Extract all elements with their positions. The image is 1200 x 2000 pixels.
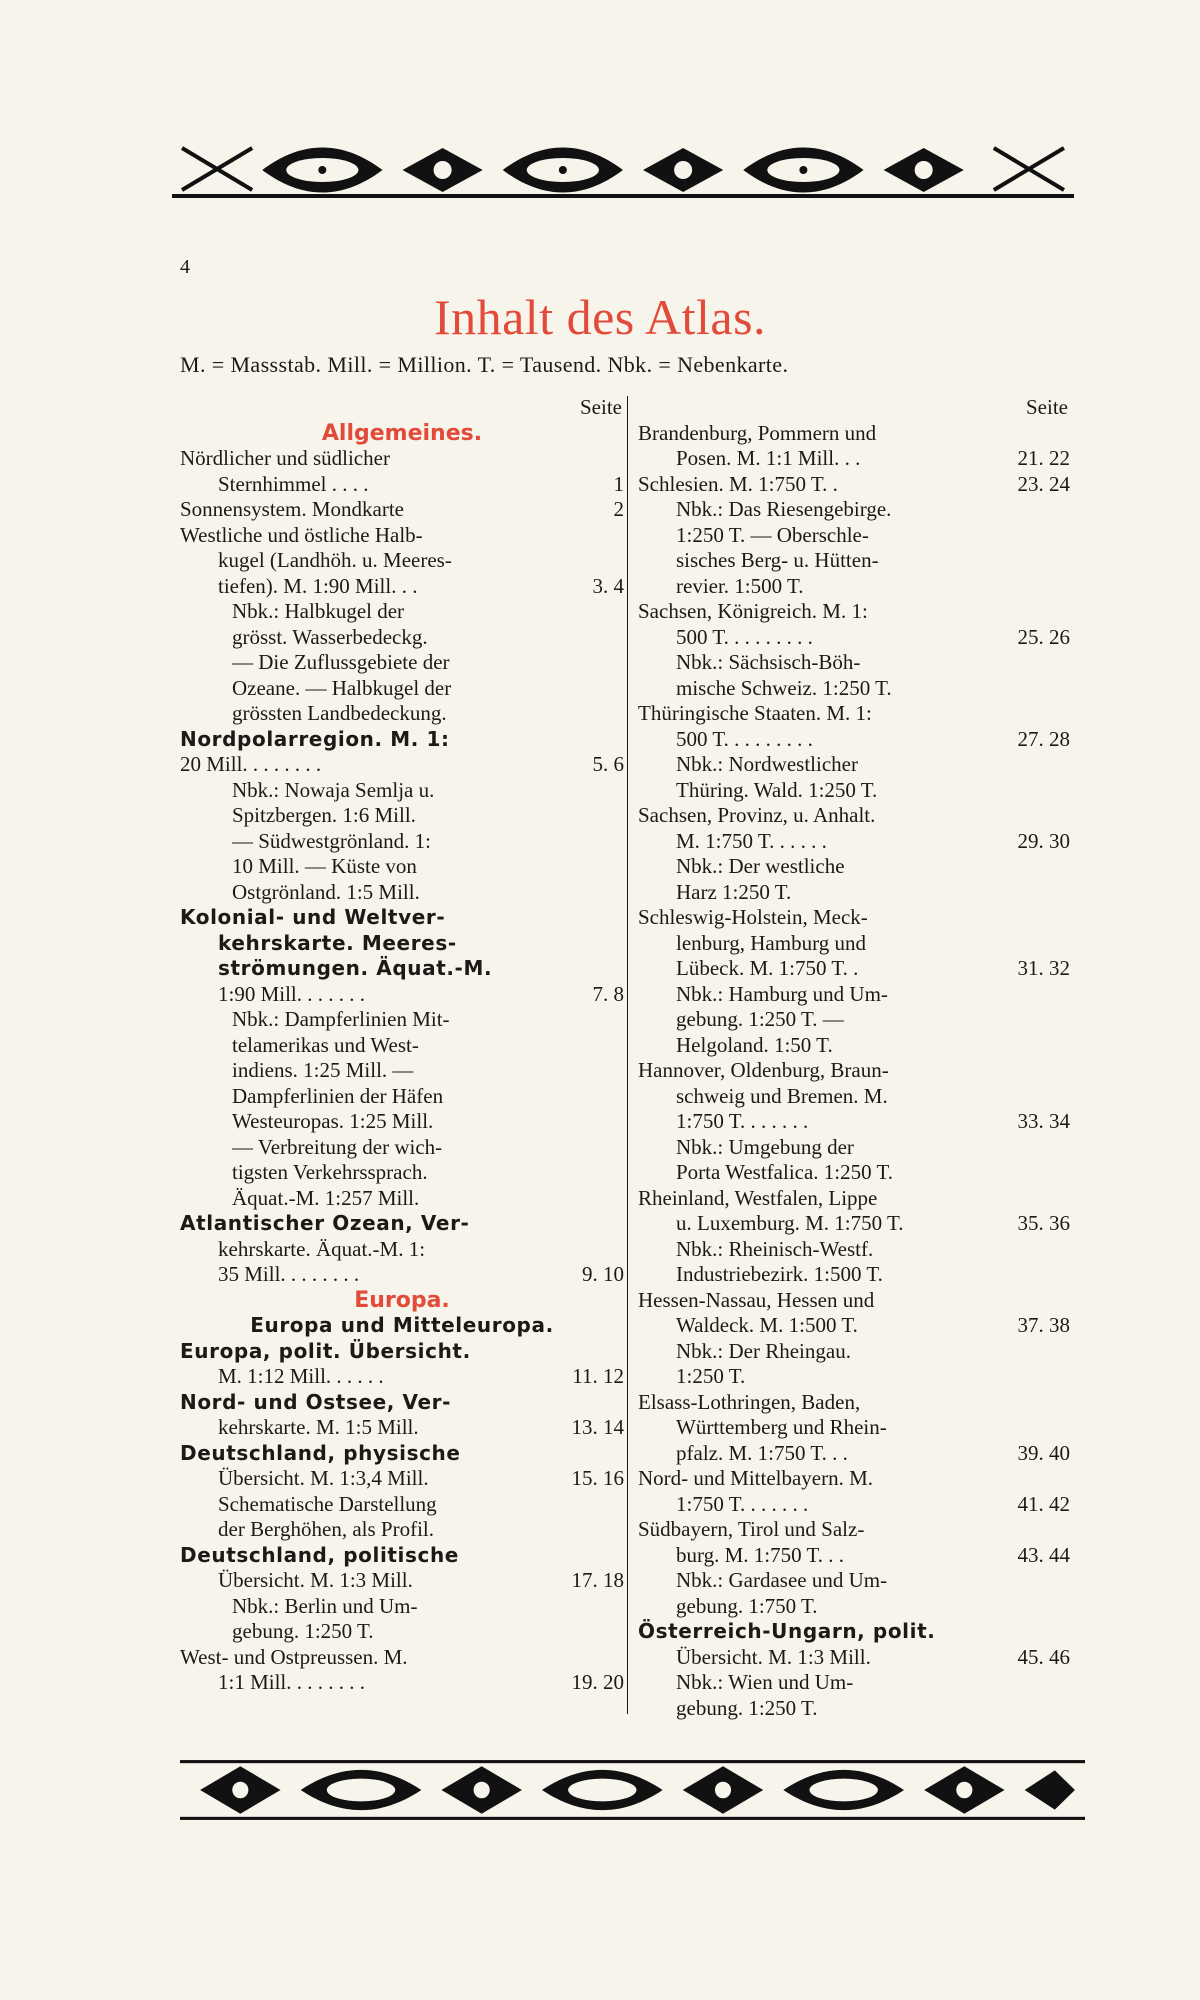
page-ref: 3. 4 [592, 573, 624, 598]
toc-line: kehrskarte. Äquat.-M. 1: [218, 1236, 426, 1261]
page-title: Inhalt des Atlas. [433, 289, 767, 345]
toc-line: Nordpolarregion. M. 1: [180, 726, 450, 751]
page-number: 4 [180, 256, 190, 278]
section-heading: Europa. [354, 1287, 450, 1313]
page-ref: 19. 20 [571, 1670, 624, 1694]
toc-line: Nbk.: Der Rheingau. [676, 1338, 851, 1363]
toc-line: Nbk.: Das Riesengebirge. [676, 497, 892, 521]
page-ref: 15. 16 [571, 1466, 624, 1490]
page-ref: 13. 14 [571, 1415, 624, 1439]
toc-line: telamerikas und West- [232, 1032, 419, 1057]
toc-line: Übersicht. M. 1:3,4 Mill. 15. 16 [218, 1466, 624, 1490]
toc-line: Elsass-Lothringen, Baden, [638, 1389, 861, 1414]
toc-line: 35 Mill. . . . . . . . 9. 10 [218, 1262, 624, 1286]
toc-right-column [638, 395, 1070, 1721]
subsection-heading: Europa und Mitteleuropa. [250, 1313, 554, 1337]
page-ref: 17. 18 [571, 1568, 624, 1592]
page-ref: 11. 12 [572, 1364, 624, 1388]
toc-line: Österreich-Ungarn, polit. [638, 1619, 936, 1643]
toc-line: tigsten Verkehrssprach. [232, 1160, 428, 1184]
toc-line: pfalz. M. 1:750 T. . . 39. 40 [676, 1440, 1070, 1465]
toc-line: kehrskarte. Meeres- [218, 930, 457, 955]
toc-line: Harz 1:250 T. [676, 879, 792, 904]
toc-line: Atlantischer Ozean, Ver- [180, 1211, 470, 1235]
toc-line: 1:250 T. — Oberschle- [676, 522, 869, 547]
top-ornament-border [172, 140, 1074, 202]
toc-line: 1:1 Mill. . . . . . . . 19. 20 [218, 1670, 624, 1694]
page-ref: 35. 36 [1017, 1211, 1070, 1235]
section-heading: Allgemeines. [321, 420, 483, 446]
page-ref: 33. 34 [1017, 1109, 1070, 1133]
toc-line: Nbk.: Halbkugel der [232, 599, 405, 623]
toc-line: 1:90 Mill. . . . . . . 7. 8 [218, 981, 624, 1006]
page-ref: 43. 44 [1017, 1542, 1070, 1567]
toc-line: Helgoland. 1:50 T. [676, 1032, 833, 1057]
page-ref: 41. 42 [1017, 1491, 1070, 1516]
page-ref: 5. 6 [592, 752, 624, 776]
column-divider [627, 396, 628, 1714]
toc-line: Westliche und östliche Halb- [180, 522, 423, 547]
toc-line: — Südwestgrönland. 1: [232, 828, 431, 853]
toc-line: Übersicht. M. 1:3 Mill. 45. 46 [676, 1644, 1070, 1669]
toc-line: M. 1:12 Mill. . . . . . 11. 12 [218, 1364, 624, 1388]
toc-line: Kolonial- und Weltver- [180, 905, 446, 929]
toc-line: 1:750 T. . . . . . . 33. 34 [676, 1109, 1070, 1133]
page-ref: 37. 38 [1017, 1313, 1070, 1337]
toc-line: Brandenburg, Pommern und [638, 420, 877, 445]
toc-line: kugel (Landhöh. u. Meeres- [218, 548, 452, 572]
toc-line: 500 T. . . . . . . . . 27. 28 [676, 726, 1070, 751]
toc-line: Deutschland, physische [180, 1440, 461, 1465]
toc-line: gebung. 1:250 T. [676, 1695, 818, 1720]
toc-line: Nbk.: Umgebung der [676, 1134, 854, 1159]
toc-line: 20 Mill. . . . . . . . 5. 6 [180, 752, 624, 776]
page-ref: 31. 32 [1017, 956, 1070, 980]
toc-line: Nbk.: Rheinisch-Westf. [676, 1236, 874, 1261]
toc-line: Nord- und Ostsee, Ver- [180, 1389, 452, 1414]
toc-line: u. Luxemburg. M. 1:750 T. 35. 36 [676, 1211, 1070, 1235]
toc-line: 10 Mill. — Küste von [232, 854, 417, 878]
toc-line: Deutschland, politische [180, 1542, 459, 1567]
toc-line: gebung. 1:750 T. [676, 1593, 818, 1618]
seite-header: Seite [580, 395, 622, 419]
toc-line: Industriebezirk. 1:500 T. [676, 1262, 883, 1286]
toc-line: Sachsen, Provinz, u. Anhalt. [638, 803, 876, 827]
toc-line: Sternhimmel . . . . 1 [218, 471, 624, 496]
toc-line: mische Schweiz. 1:250 T. [676, 675, 892, 700]
toc-line: Sonnensystem. Mondkarte 2 [180, 497, 624, 521]
toc-line: Nbk.: Sächsisch-Böh- [676, 650, 861, 674]
toc-line: Äquat.-M. 1:257 Mill. [232, 1185, 420, 1210]
toc-line: tiefen). M. 1:90 Mill. . . 3. 4 [218, 573, 624, 598]
toc-line: Ozeane. — Halbkugel der [232, 675, 452, 700]
toc-line: Europa, polit. Übersicht. [180, 1338, 471, 1363]
toc-line: Hannover, Oldenburg, Braun- [638, 1058, 889, 1082]
toc-line: lenburg, Hamburg und [676, 930, 866, 955]
toc-line: Lübeck. M. 1:750 T. . 31. 32 [676, 956, 1070, 980]
toc-line: Waldeck. M. 1:500 T. 37. 38 [676, 1313, 1070, 1337]
toc-line: Schlesien. M. 1:750 T. . 23. 24 [638, 471, 1070, 496]
toc-line: grösst. Wasserbedeckg. [232, 624, 428, 649]
toc-line: schweig und Bremen. M. [676, 1083, 888, 1108]
toc-line: Übersicht. M. 1:3 Mill. 17. 18 [218, 1568, 624, 1592]
toc-line: Nbk.: Gardasee und Um- [676, 1568, 888, 1592]
toc-line: kehrskarte. M. 1:5 Mill. 13. 14 [218, 1415, 624, 1439]
toc-line: Schematische Darstellung [218, 1491, 437, 1516]
page-ref: 27. 28 [1017, 726, 1070, 751]
page-ref: 29. 30 [1017, 828, 1070, 853]
toc-line: gebung. 1:250 T. [232, 1619, 374, 1643]
toc-line: Nbk.: Nowaja Semlja u. [232, 777, 435, 802]
toc-line: Westeuropas. 1:25 Mill. [232, 1109, 434, 1133]
page-ref: 1 [613, 471, 624, 496]
toc-line: 500 T. . . . . . . . . 25. 26 [676, 624, 1070, 649]
toc-line: grössten Landbedeckung. [232, 701, 447, 725]
toc-line: Nbk.: Wien und Um- [676, 1670, 854, 1694]
toc-line: Spitzbergen. 1:6 Mill. [232, 803, 416, 827]
toc-line: der Berghöhen, als Profil. [218, 1517, 434, 1541]
toc-line: Schleswig-Holstein, Meck- [638, 905, 868, 929]
seite-header: Seite [1026, 395, 1068, 419]
toc-line: Nbk.: Nordwestlicher [676, 752, 858, 776]
page-ref: 21. 22 [1017, 446, 1070, 470]
toc-line: Porta Westfalica. 1:250 T. [676, 1160, 894, 1184]
toc-line: Hessen-Nassau, Hessen und [638, 1287, 875, 1312]
page-ref: 23. 24 [1017, 471, 1070, 496]
toc-line: Ostgrönland. 1:5 Mill. [232, 879, 420, 904]
toc-line: 1:750 T. . . . . . . 41. 42 [676, 1491, 1070, 1516]
page-ref: 45. 46 [1017, 1644, 1070, 1669]
toc-line: Thüring. Wald. 1:250 T. [676, 777, 878, 802]
toc-line: Dampferlinien der Häfen [232, 1083, 444, 1108]
page-ref: 25. 26 [1017, 624, 1070, 649]
toc-line: Nördlicher und südlicher [180, 446, 390, 470]
toc-line: Nbk.: Berlin und Um- [232, 1593, 418, 1618]
toc-line: Sachsen, Königreich. M. 1: [638, 599, 868, 623]
toc-line: — Die Zuflussgebiete der [232, 650, 450, 674]
toc-line: gebung. 1:250 T. — [676, 1007, 844, 1031]
toc-line: sisches Berg- u. Hütten- [676, 548, 879, 572]
toc-line: revier. 1:500 T. [676, 573, 804, 598]
toc-line: Nord- und Mittelbayern. M. [638, 1466, 874, 1490]
toc-line: 1:250 T. [676, 1364, 746, 1388]
toc-line: Nbk.: Der westliche [676, 854, 845, 878]
toc-line: Posen. M. 1:1 Mill. . . 21. 22 [676, 446, 1070, 470]
toc-line: burg. M. 1:750 T. . . 43. 44 [676, 1542, 1070, 1567]
page-ref: 9. 10 [582, 1262, 624, 1286]
toc-line: — Verbreitung der wich- [232, 1134, 443, 1159]
toc-line: M. 1:750 T. . . . . . 29. 30 [676, 828, 1070, 853]
page-ref: 2 [613, 497, 624, 521]
toc-line: Rheinland, Westfalen, Lippe [638, 1185, 878, 1210]
toc-line: Württemberg und Rhein- [676, 1415, 887, 1439]
page-ref: 39. 40 [1017, 1440, 1070, 1465]
toc-line: strömungen. Äquat.-M. [218, 956, 493, 980]
page-ref: 7. 8 [592, 981, 624, 1006]
toc-left-column [180, 395, 624, 1696]
abbreviation-legend: M. = Massstab. Mill. = Million. T. = Tausend. Nbk. = Nebenkarte. [180, 352, 789, 377]
toc-line: indiens. 1:25 Mill. — [232, 1058, 414, 1082]
bottom-ornament-border [180, 1758, 1085, 1822]
toc-line: Nbk.: Hamburg und Um- [676, 981, 888, 1006]
toc-line: Südbayern, Tirol und Salz- [638, 1517, 865, 1541]
toc-line: Thüringische Staaten. M. 1: [638, 701, 872, 725]
toc-line: West- und Ostpreussen. M. [180, 1644, 408, 1669]
toc-line: Nbk.: Dampferlinien Mit- [232, 1007, 450, 1031]
